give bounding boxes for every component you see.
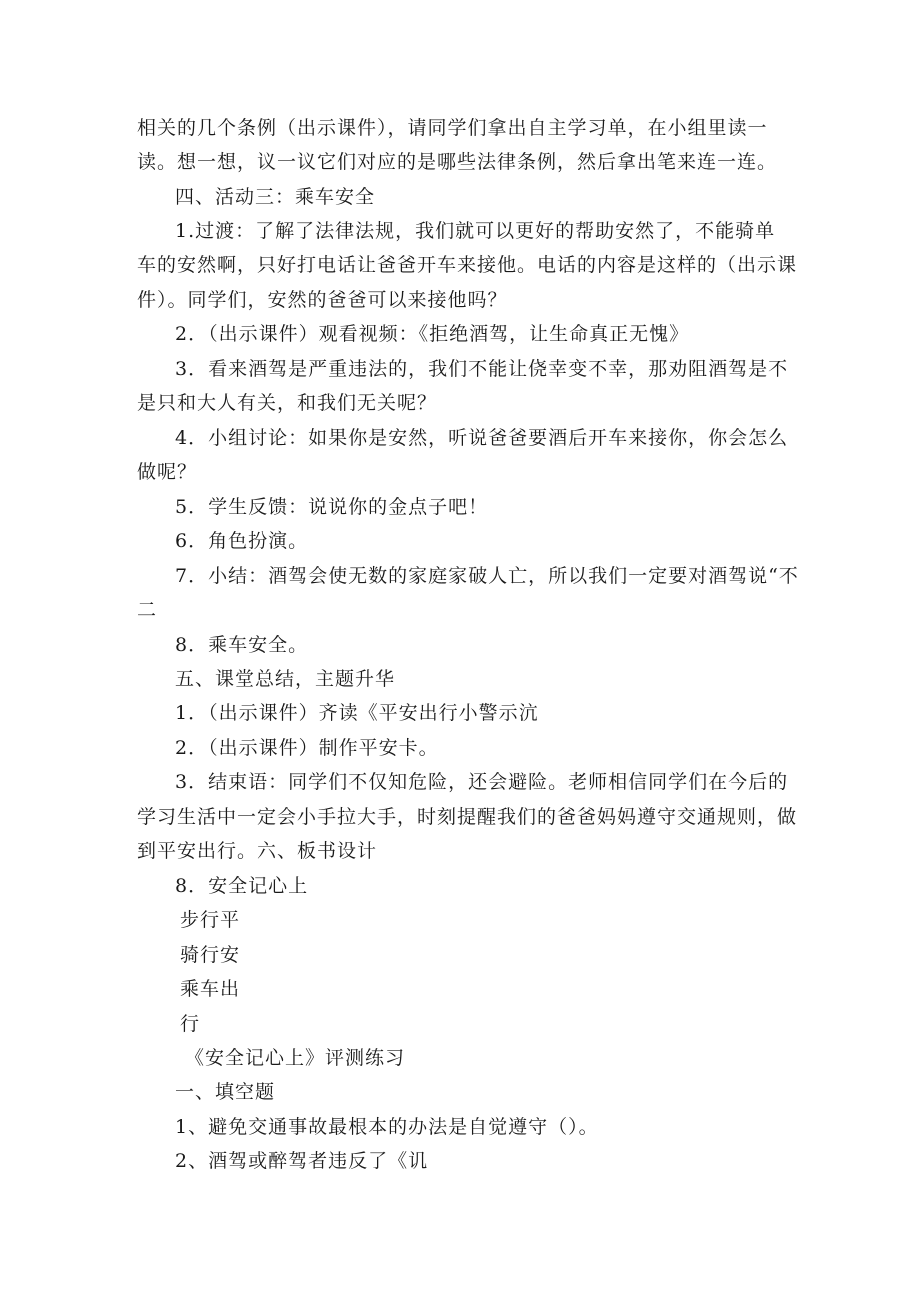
board-design-line: 骑行安 xyxy=(180,944,241,966)
list-item-1: 1.过渡：了解了法律法规，我们就可以更好的帮助安然了，不能骑单 xyxy=(175,220,776,242)
section-heading-activity-3: 四、活动三：乘车安全 xyxy=(175,186,376,208)
body-text-line: 是只和大人有关，和我们无关呢？ xyxy=(137,392,438,414)
list-item-2: 2．（出示课件）观看视频：《拒绝酒驾，让生命真正无愧》 xyxy=(175,323,690,345)
exercise-title: 《安全记心上》评测练习 xyxy=(185,1047,406,1069)
list-item-4: 4．小组讨论：如果你是安然，听说爸爸要酒后开车来接你，你会怎么 xyxy=(175,427,789,449)
list-item-6: 6．角色扮演。 xyxy=(175,530,309,552)
board-design-line: 行 xyxy=(180,1013,201,1035)
body-text-line: 读。想一想，议一议它们对应的是哪些法律条例，然后拿出笔来连一连。 xyxy=(137,151,778,173)
list-item-1: 1．（出示课件）齐读《平安出行小警示沆 xyxy=(175,702,539,724)
exercise-question-1: 1、避免交通事故最根本的办法是自觉遵守（）。 xyxy=(175,1116,599,1138)
list-item-8: 8．乘车安全。 xyxy=(175,634,309,656)
body-text-line: 相关的几个条例（出示课件），请同学们拿出自主学习单，在小组里读一 xyxy=(137,117,768,139)
body-text-line: 学习生活中一定会小手拉大手，时刻提醒我们的爸爸妈妈遵守交通规则，做 xyxy=(137,806,798,828)
list-item-5: 5．学生反馈：说说你的金点子吧！ xyxy=(175,496,489,518)
body-text-line: 件）。同学们，安然的爸爸可以来接他吗？ xyxy=(137,289,508,311)
body-text-line: 到平安出行。六、板书设计 xyxy=(137,840,378,862)
exercise-question-2: 2、酒驾或醉驾者违反了《讥 xyxy=(175,1150,429,1172)
section-heading-summary: 五、课堂总结，主题升华 xyxy=(175,668,396,690)
board-design-title: 8．安全记心上 xyxy=(175,875,309,897)
body-text-line: 车的安然啊，只好打电话让爸爸开车来接他。电话的内容是这样的（出示课 xyxy=(137,254,798,276)
body-text-line: 做呢？ xyxy=(137,461,198,483)
exercise-section-heading: 一、填空题 xyxy=(175,1081,276,1103)
list-item-2: 2．（出示课件）制作平安卡。 xyxy=(175,737,439,759)
body-text-line: 二 xyxy=(137,599,158,621)
board-design-line: 乘车出 xyxy=(180,978,241,1000)
list-item-7: 7．小结：酒驾会使无数的家庭家破人亡，所以我们一定要对酒驾说“不 xyxy=(175,565,799,587)
board-design-line: 步行平 xyxy=(180,909,241,931)
list-item-3: 3．看来酒驾是严重违法的，我们不能让侥幸变不幸，那劝阻酒驾是不 xyxy=(175,358,789,380)
list-item-3: 3．结束语：同学们不仅知危险，还会避险。老师相信同学们在今后的 xyxy=(175,771,789,793)
